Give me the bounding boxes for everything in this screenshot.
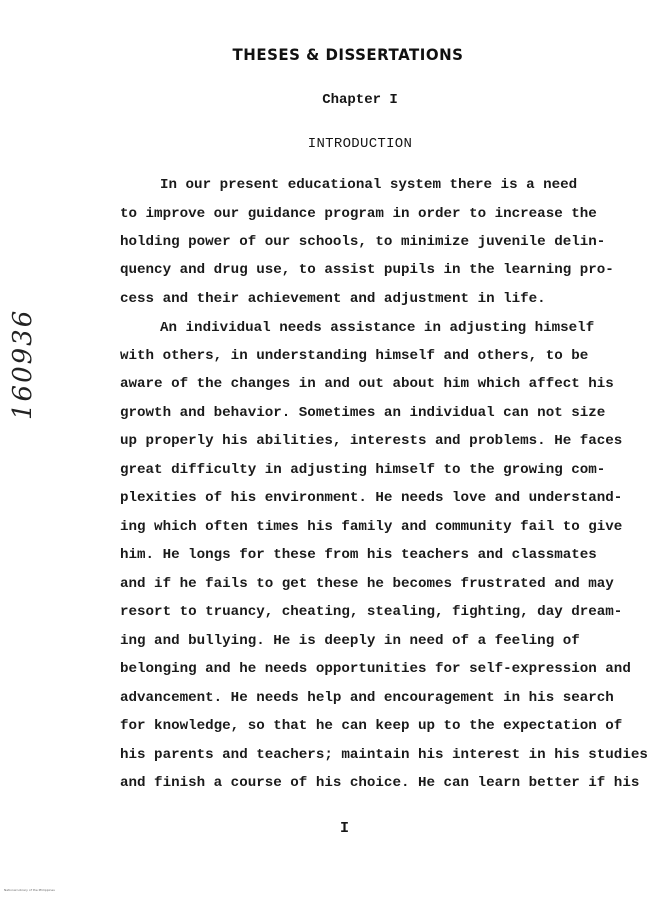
page-number: I (340, 820, 350, 837)
theses-dissertations-stamp: THESES & DISSERTATIONS (232, 45, 464, 65)
text-line: advancement. He needs help and encouragement in his search (120, 690, 614, 706)
text-line: his parents and teachers; maintain his interest in his studies (120, 747, 648, 763)
footer-note: National Library of the Philippines (4, 888, 55, 892)
text-line: quency and drug use, to assist pupils in the learning pro- (120, 262, 614, 278)
text-line: aware of the changes in and out about him which affect his (120, 376, 614, 392)
text-line: ing which often times his family and community fail to give (120, 519, 623, 535)
chapter-heading: Chapter I (322, 92, 398, 108)
text-line: holding power of our schools, to minimize juvenile delin- (120, 234, 606, 250)
text-line: for knowledge, so that he can keep up to the expectation of (120, 718, 623, 734)
text-line: him. He longs for these from his teachers and classmates (120, 547, 597, 563)
text-line: and if he fails to get these he becomes frustrated and may (120, 576, 614, 592)
text-line: resort to truancy, cheating, stealing, fighting, day dream- (120, 604, 623, 620)
text-line: belonging and he needs opportunities for self-expression and (120, 661, 631, 677)
text-line: to improve our guidance program in order to increase the (120, 206, 597, 222)
text-line: with others, in understanding himself and others, to be (120, 348, 589, 364)
text-line: An individual needs assistance in adjusting himself (160, 320, 595, 336)
text-line: up properly his abilities, interests and problems. He faces (120, 433, 623, 449)
text-line: In our present educational system there is a need (160, 177, 578, 193)
text-line: ing and bullying. He is deeply in need of a feeling of (120, 633, 580, 649)
text-line: cess and their achievement and adjustment in life. (120, 291, 546, 307)
text-line: great difficulty in adjusting himself to the growing com- (120, 462, 606, 478)
section-title: INTRODUCTION (307, 136, 413, 152)
text-line: plexities of his environment. He needs love and understand- (120, 490, 623, 506)
handwritten-accession-number: 160936 (8, 308, 38, 420)
text-line: growth and behavior. Sometimes an individual can not size (120, 405, 606, 421)
text-line: and finish a course of his choice. He can learn better if his (120, 775, 640, 791)
